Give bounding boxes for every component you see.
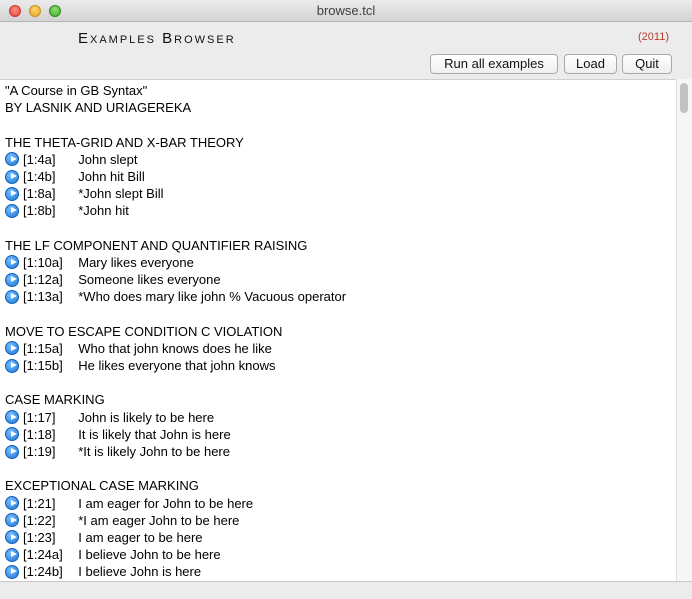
example-label: [1:18]: [23, 426, 56, 442]
example-text: *I am eager John to be here: [78, 512, 240, 528]
example-row[interactable]: [5, 357, 346, 374]
vertical-scrollbar[interactable]: [676, 79, 692, 581]
example-row[interactable]: [5, 151, 346, 168]
example-text: *John slept Bill: [78, 186, 164, 202]
example-label: [1:4a]: [23, 151, 56, 167]
example-label: [1:15b]: [23, 358, 63, 373]
example-row[interactable]: [5, 409, 346, 426]
play-icon[interactable]: [5, 445, 19, 459]
section-heading: MOVE TO ESCAPE CONDITION C VIOLATION: [5, 323, 283, 339]
example-row[interactable]: [5, 202, 346, 219]
example-row[interactable]: [5, 185, 346, 202]
example-text: I am eager for John to be here: [78, 495, 254, 511]
label-spacer: [71, 443, 78, 460]
play-icon[interactable]: [5, 548, 19, 562]
examples-list: [5, 82, 346, 580]
play-icon[interactable]: [5, 170, 19, 184]
example-text: John hit Bill: [78, 168, 145, 184]
section-spacer: [5, 460, 346, 477]
play-icon[interactable]: [5, 152, 19, 166]
section-spacer: [5, 374, 346, 391]
label-spacer: [71, 151, 78, 168]
example-label: [1:23]: [23, 529, 56, 545]
label-spacer: [71, 202, 78, 219]
example-row[interactable]: [5, 495, 346, 512]
example-text: I believe John to be here: [78, 547, 221, 563]
example-text: I am eager to be here: [78, 529, 203, 545]
label-spacer: [71, 426, 78, 443]
label-spacer: [71, 409, 78, 426]
play-icon[interactable]: [5, 496, 19, 510]
example-row[interactable]: [5, 271, 346, 288]
example-label: [1:22]: [23, 512, 56, 528]
example-label: [1:24b]: [23, 564, 63, 580]
example-label: [1:24a]: [23, 547, 63, 563]
example-text: *It is likely John to be here: [78, 443, 230, 459]
example-row[interactable]: [5, 254, 346, 271]
example-label: [1:8b]: [23, 203, 56, 219]
example-row[interactable]: [5, 426, 346, 443]
example-label: [1:8a]: [23, 186, 56, 202]
play-icon[interactable]: [5, 255, 19, 269]
play-icon[interactable]: [5, 530, 19, 544]
example-label: [1:10a]: [23, 254, 63, 270]
label-spacer: [71, 546, 78, 563]
scrollbar-thumb[interactable]: [680, 83, 688, 113]
example-text: *John hit: [78, 203, 129, 219]
section-heading: THE LF COMPONENT AND QUANTIFIER RAISING: [5, 237, 308, 253]
example-label: [1:21]: [23, 495, 56, 511]
play-icon[interactable]: [5, 513, 19, 527]
play-icon[interactable]: [5, 410, 19, 424]
title-bar: [0, 0, 692, 22]
intro-line: "A Course in GB Syntax": [5, 83, 148, 98]
section-heading: THE THETA-GRID AND X-BAR THEORY: [5, 134, 244, 150]
example-row[interactable]: [5, 168, 346, 185]
example-text: John is likely to be here: [78, 409, 215, 425]
examples-text-area[interactable]: [0, 79, 676, 582]
section-spacer: [5, 116, 346, 133]
load-button[interactable]: Load: [564, 54, 617, 74]
example-text: It is likely that John is here: [78, 426, 231, 442]
example-text: *Who does mary like john % Vacuous operator: [78, 289, 347, 305]
label-spacer: [71, 254, 78, 271]
example-row[interactable]: [5, 512, 346, 529]
example-row[interactable]: [5, 529, 346, 546]
example-label: [1:19]: [23, 443, 56, 459]
label-spacer: [71, 185, 78, 202]
example-row[interactable]: [5, 443, 346, 460]
window-title: browse.tcl: [316, 3, 376, 18]
quit-button[interactable]: Quit: [622, 54, 672, 74]
example-text: Mary likes everyone: [78, 254, 194, 270]
label-spacer: [71, 288, 78, 305]
section-heading: CASE MARKING: [5, 392, 105, 408]
example-label: [1:15a]: [23, 340, 63, 356]
play-icon[interactable]: [5, 273, 19, 287]
play-icon[interactable]: [5, 427, 19, 441]
example-label: [1:4b]: [23, 168, 56, 184]
label-spacer: [71, 512, 78, 529]
label-spacer: [71, 495, 78, 512]
year-label: (2011): [638, 31, 669, 43]
play-icon[interactable]: [5, 359, 19, 373]
run-all-examples-button[interactable]: Run all examples: [430, 54, 558, 74]
example-text: Who that john knows does he like: [78, 340, 272, 356]
example-row[interactable]: [5, 288, 346, 305]
example-text: He likes everyone that john knows: [78, 358, 276, 373]
label-spacer: [71, 168, 78, 185]
label-spacer: [71, 340, 78, 357]
label-spacer: [71, 563, 78, 580]
play-icon[interactable]: [5, 204, 19, 218]
example-label: [1:17]: [23, 409, 56, 425]
intro-line: BY LASNIK AND URIAGEREKA: [5, 100, 192, 116]
example-text: John slept: [78, 151, 138, 167]
label-spacer: [71, 529, 78, 546]
play-icon[interactable]: [5, 341, 19, 355]
play-icon[interactable]: [5, 290, 19, 304]
browser-title: Examples Browser: [78, 30, 236, 47]
section-spacer: [5, 305, 346, 322]
section-spacer: [5, 220, 346, 237]
example-label: [1:13a]: [23, 289, 63, 305]
example-label: [1:12a]: [23, 272, 63, 288]
example-row[interactable]: [5, 546, 346, 563]
label-spacer: [71, 357, 78, 374]
example-text: Someone likes everyone: [78, 272, 221, 288]
section-heading: EXCEPTIONAL CASE MARKING: [5, 478, 199, 494]
play-icon[interactable]: [5, 565, 19, 579]
header: [0, 22, 692, 78]
bottom-bar: [0, 581, 692, 599]
label-spacer: [71, 271, 78, 288]
example-row[interactable]: [5, 340, 346, 357]
example-text: I believe John is here: [78, 564, 202, 580]
example-row[interactable]: [5, 563, 346, 580]
play-icon[interactable]: [5, 187, 19, 201]
